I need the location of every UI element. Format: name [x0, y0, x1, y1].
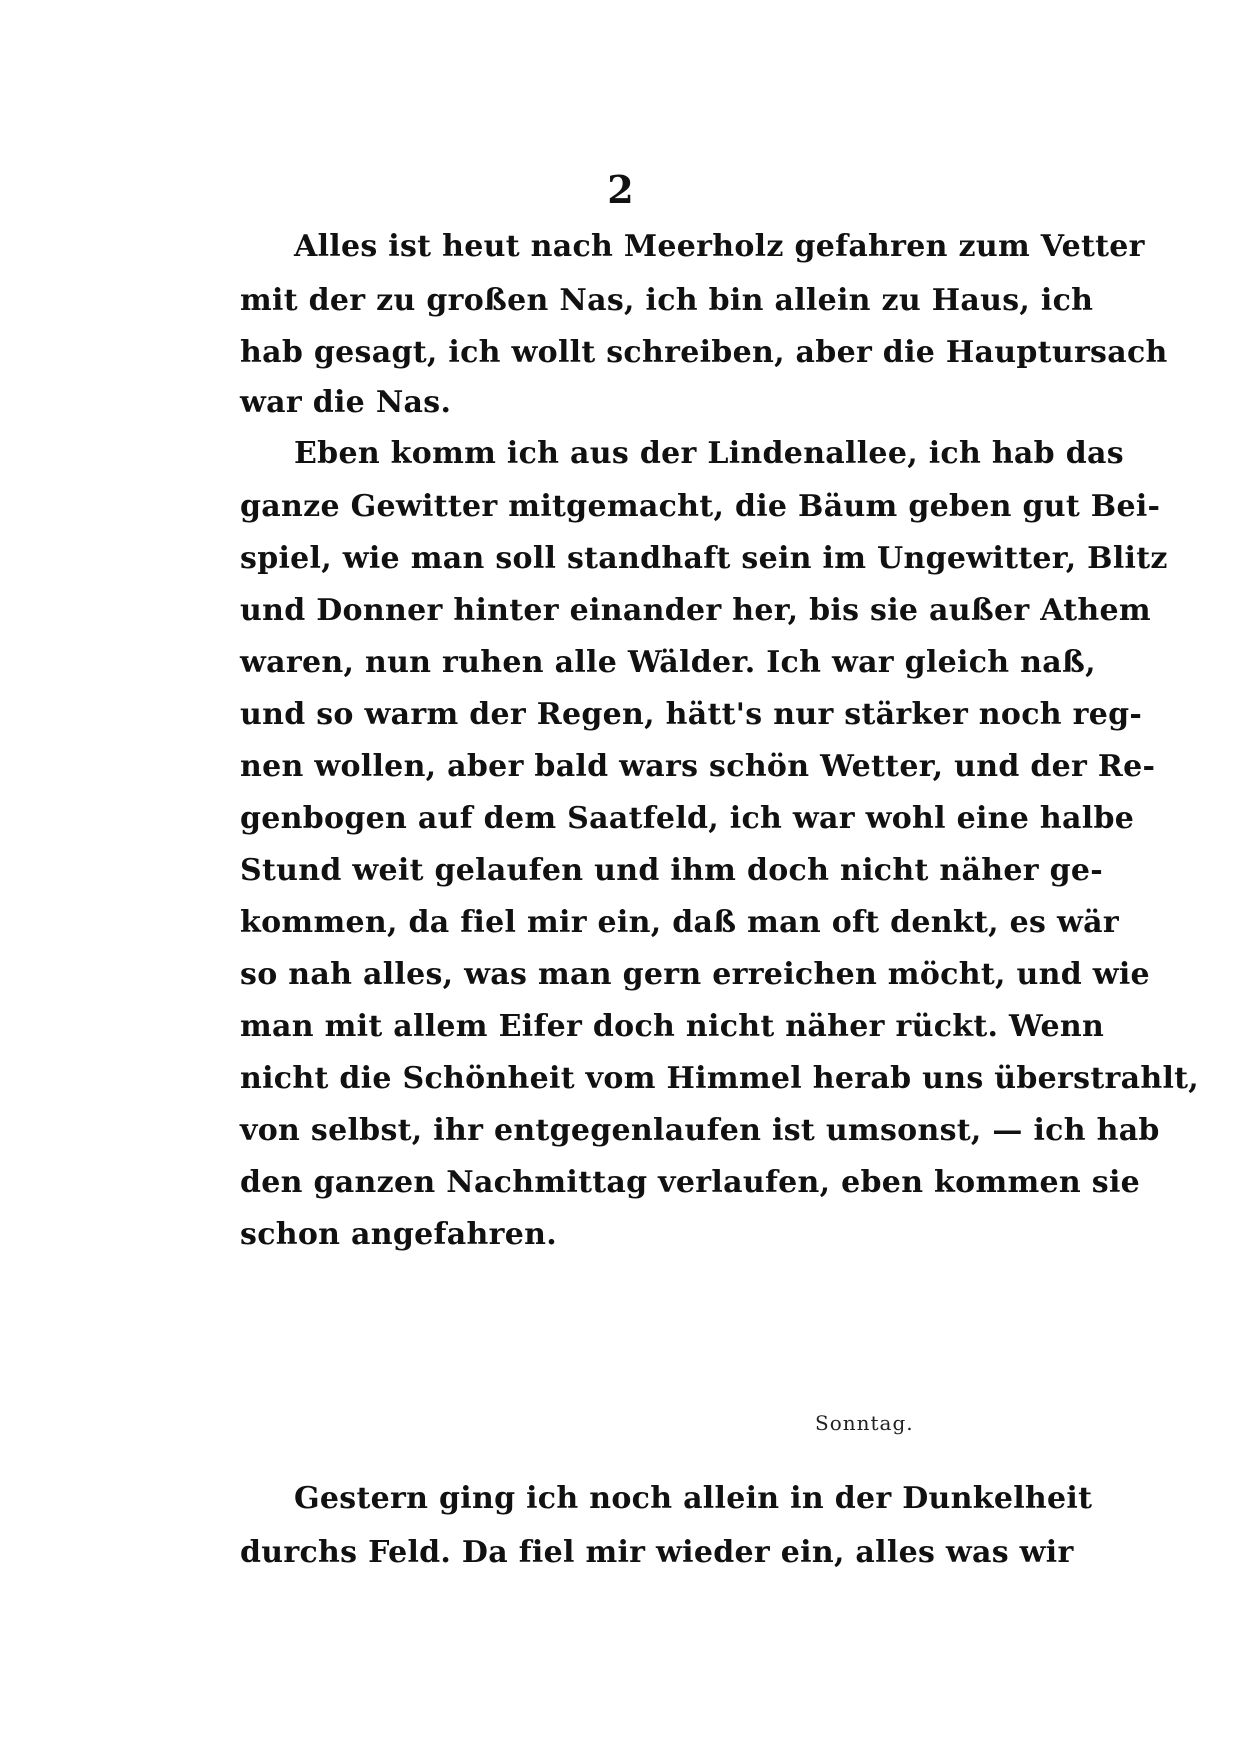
day-signature: Sonntag. — [815, 1411, 914, 1435]
text-line: man mit allem Eifer doch nicht näher rückt. Wenn — [240, 1009, 1105, 1044]
text-line: von selbst, ihr entgegenlaufen ist umsonst, — ich hab — [240, 1113, 1160, 1148]
text-line: mit der zu großen Nas, ich bin allein zu Haus, ich — [240, 283, 1094, 318]
text-line: genbogen auf dem Saatfeld, ich war wohl eine halbe — [240, 801, 1135, 836]
text-line: kommen, da fiel mir ein, daß man oft denkt, es wär — [240, 905, 1119, 940]
text-line: Stund weit gelaufen und ihm doch nicht näher ge- — [240, 853, 1103, 888]
text-line: Eben komm ich aus der Lindenallee, ich hab das — [294, 436, 1124, 471]
text-line: ganze Gewitter mitgemacht, die Bäum geben gut Bei- — [240, 489, 1161, 524]
text-line: waren, nun ruhen alle Wälder. Ich war gleich naß, — [240, 645, 1096, 680]
text-line: so nah alles, was man gern erreichen möcht, und wie — [240, 957, 1150, 992]
text-line: nicht die Schönheit vom Himmel herab uns überstrahlt, — [240, 1061, 1200, 1096]
text-line: Gestern ging ich noch allein in der Dunkelheit — [294, 1481, 1093, 1516]
text-line: nen wollen, aber bald wars schön Wetter, und der Re- — [240, 749, 1156, 784]
text-line: spiel, wie man soll standhaft sein im Ungewitter, Blitz — [240, 541, 1168, 576]
text-line: schon angefahren. — [240, 1217, 557, 1252]
text-line: Alles ist heut nach Meerholz gefahren zum Vetter — [294, 229, 1145, 264]
text-line: war die Nas. — [240, 385, 452, 420]
text-line: und Donner hinter einander her, bis sie außer Athem — [240, 593, 1151, 628]
page-number: 2 — [607, 167, 634, 212]
text-line: durchs Feld. Da fiel mir wieder ein, alles was wir — [240, 1535, 1074, 1570]
text-line: und so warm der Regen, hätt's nur stärker noch reg- — [240, 697, 1143, 732]
text-line: hab gesagt, ich wollt schreiben, aber die Hauptursach — [240, 335, 1168, 370]
text-line: den ganzen Nachmittag verlaufen, eben kommen sie — [240, 1165, 1141, 1200]
